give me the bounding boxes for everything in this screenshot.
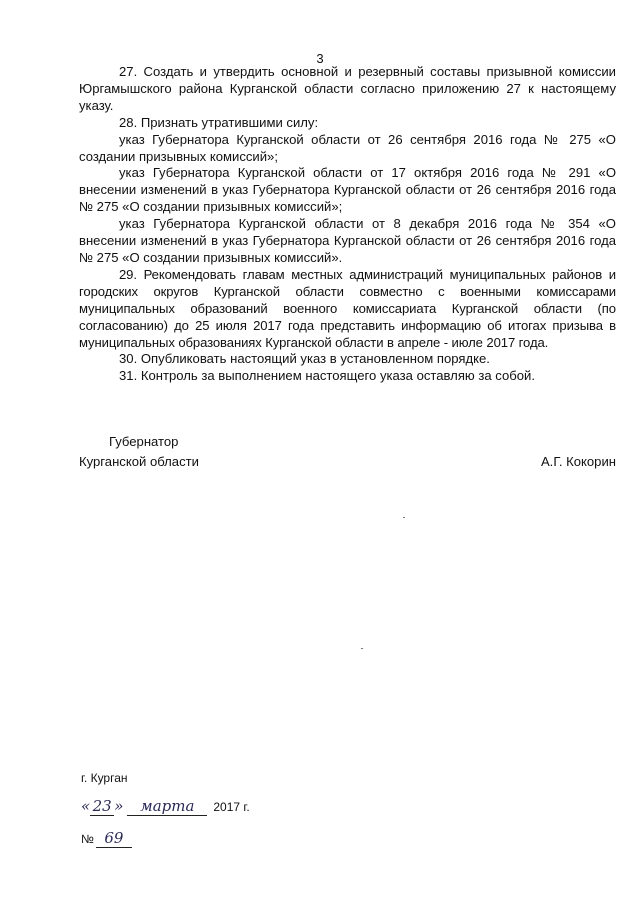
number-value: 69 (96, 829, 132, 848)
place-of-signing: г. Курган (81, 771, 128, 785)
paragraph-29: 29. Рекомендовать главам местных администраций муниципальных районов и городских округов Курганской области совместно с военными комиссарами муниципальных образований военного комиссариата Курганской области (по согласованию) до 25 июля 2017 года представить информацию об итогах призыва в муниципальных образованиях Курганской области в апреле - июле 2017 года. (79, 266, 616, 350)
paragraph-28-item-3: указ Губернатора Курганской области от 8 декабря 2016 года № 354 «О внесении изменений в указ Губернатора Курганской области от 26 сентября 2016 года № 275 «О создании призывных комиссий». (79, 216, 616, 265)
paragraph-28: 28. Признать утратившими силу: (119, 114, 319, 130)
date-day: 23 (90, 797, 114, 816)
date-quote-close: » (114, 797, 124, 815)
date-month: марта (127, 797, 207, 816)
paragraph-31: 31. Контроль за выполнением настоящего указа оставляю за собой. (119, 368, 536, 384)
decree-number (81, 829, 132, 848)
date-year: 2017 г. (213, 800, 250, 814)
paragraph-28-item-2: указ Губернатора Курганской области от 17 октября 2016 года № 291 «О внесении изменений в указ Губернатора Курганской области от 26 сентября 2016 года № 275 «О создании призывных комиссий»; (79, 165, 616, 215)
date-quote-open: « (81, 797, 91, 815)
scan-speck (361, 648, 363, 649)
signature-block (79, 432, 616, 472)
signing-date (81, 797, 250, 816)
signature-name: А.Г. Кокорин (540, 454, 616, 469)
scan-speck (403, 517, 405, 518)
paragraph-28-item-1: указ Губернатора Курганской области от 26 сентября 2016 года № 275 «О создании призывных комиссий»; (79, 131, 616, 164)
signature-row (79, 452, 616, 472)
paragraph-30: 30. Опубликовать настоящий указ в установленном порядке. (119, 351, 490, 367)
signature-role-line1: Губернатор (109, 434, 179, 449)
signature-role-line2: Курганской области (79, 454, 199, 469)
document-body (79, 64, 616, 385)
page-number: 3 (316, 51, 324, 66)
paragraph-27: 27. Создать и утвердить основной и резервный составы призывной комиссии Юргамышского района Курганской области согласно приложению 27 к настоящему указу. (79, 64, 616, 113)
number-prefix: № (81, 832, 94, 846)
